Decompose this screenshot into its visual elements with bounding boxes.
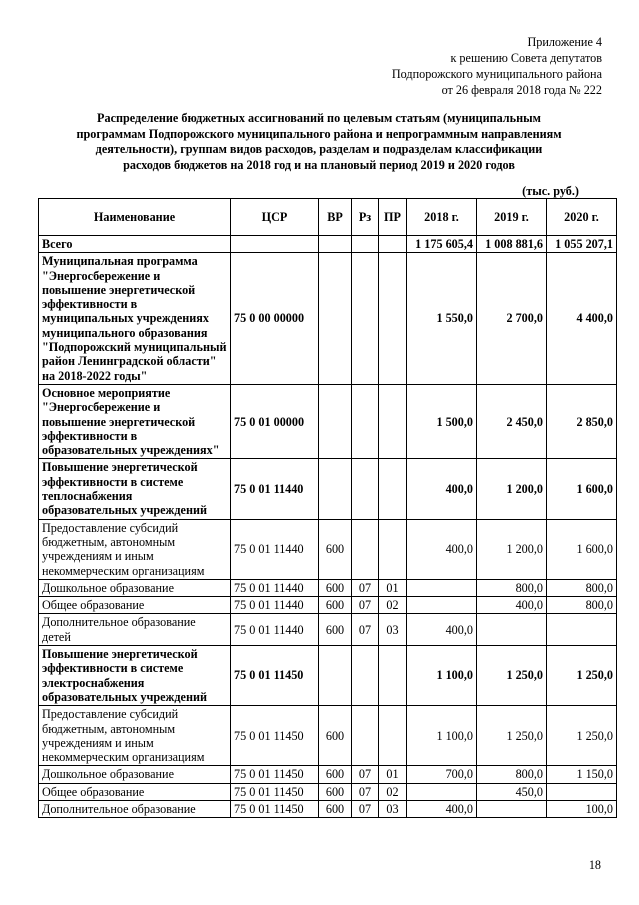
cell-2019: 1 250,0 xyxy=(477,706,547,766)
cell-csr: 75 0 01 11450 xyxy=(231,783,319,800)
cell-csr: 75 0 01 11440 xyxy=(231,519,319,579)
cell-2018: 1 500,0 xyxy=(407,384,477,458)
table-row xyxy=(39,579,617,596)
cell-2020: 100,0 xyxy=(547,800,617,817)
cell-rz: 07 xyxy=(352,597,379,614)
cell-pr: 02 xyxy=(379,783,407,800)
cell-2020: 4 400,0 xyxy=(547,253,617,385)
appendix-header xyxy=(392,34,602,98)
cell-2018 xyxy=(407,783,477,800)
cell-2018 xyxy=(407,579,477,596)
cell-name: Общее образование xyxy=(39,597,231,614)
cell-rz xyxy=(352,459,379,519)
cell-rz xyxy=(352,253,379,385)
cell-name: Муниципальная программа "Энергосбережение и повышение энергетической эффективности в муниципальных учреждениях муниципального образования "Подпорожский муниципальный район Ленинградской области" на 2018-2022 годы" xyxy=(39,253,231,385)
column-header-2019: 2019 г. xyxy=(477,199,547,236)
cell-name: Всего xyxy=(39,236,231,253)
column-header-2018: 2018 г. xyxy=(407,199,477,236)
table-row xyxy=(39,384,617,458)
cell-vr: 600 xyxy=(319,519,352,579)
cell-2020: 1 250,0 xyxy=(547,706,617,766)
title-line: расходов бюджетов на 2018 год и на плановый период 2019 и 2020 годов xyxy=(123,157,515,172)
cell-pr xyxy=(379,236,407,253)
cell-2019: 2 450,0 xyxy=(477,384,547,458)
cell-2018: 1 100,0 xyxy=(407,706,477,766)
cell-pr: 03 xyxy=(379,614,407,646)
cell-csr: 75 0 01 11440 xyxy=(231,614,319,646)
cell-csr: 75 0 01 11450 xyxy=(231,646,319,706)
cell-csr: 75 0 01 11450 xyxy=(231,800,319,817)
page-number: 18 xyxy=(588,858,601,872)
cell-pr xyxy=(379,253,407,385)
cell-csr: 75 0 01 11440 xyxy=(231,597,319,614)
cell-name: Дошкольное образование xyxy=(39,579,231,596)
cell-2018: 400,0 xyxy=(407,459,477,519)
cell-2019: 2 700,0 xyxy=(477,253,547,385)
cell-2019 xyxy=(477,800,547,817)
cell-name: Основное мероприятие "Энергосбережение и повышение энергетической эффективности в образовательных учреждениях" xyxy=(39,384,231,458)
cell-vr: 600 xyxy=(319,579,352,596)
cell-vr: 600 xyxy=(319,766,352,783)
cell-name: Повышение энергетической эффективности в системе электроснабжения образовательных учреждений xyxy=(39,646,231,706)
cell-pr: 01 xyxy=(379,766,407,783)
table-row xyxy=(39,766,617,783)
cell-2018: 1 100,0 xyxy=(407,646,477,706)
cell-2020: 1 250,0 xyxy=(547,646,617,706)
cell-name: Дополнительное образование xyxy=(39,800,231,817)
cell-rz: 07 xyxy=(352,783,379,800)
cell-2019: 1 008 881,6 xyxy=(477,236,547,253)
cell-csr: 75 0 01 11450 xyxy=(231,766,319,783)
cell-vr xyxy=(319,253,352,385)
cell-2018 xyxy=(407,597,477,614)
cell-name: Общее образование xyxy=(39,783,231,800)
cell-2019 xyxy=(477,614,547,646)
table-row xyxy=(39,597,617,614)
column-header-vr: ВР xyxy=(319,199,352,236)
cell-vr xyxy=(319,459,352,519)
document-title xyxy=(36,111,602,173)
header-line: Подпорожского муниципального района xyxy=(391,67,602,81)
cell-rz xyxy=(352,519,379,579)
cell-pr: 03 xyxy=(379,800,407,817)
cell-pr: 02 xyxy=(379,597,407,614)
table-row xyxy=(39,783,617,800)
cell-2019: 1 250,0 xyxy=(477,646,547,706)
cell-2018: 400,0 xyxy=(407,614,477,646)
cell-vr: 600 xyxy=(319,614,352,646)
cell-vr xyxy=(319,236,352,253)
table-row xyxy=(39,253,617,385)
cell-2019: 800,0 xyxy=(477,579,547,596)
cell-pr xyxy=(379,384,407,458)
column-header-pr: ПР xyxy=(379,199,407,236)
cell-pr xyxy=(379,646,407,706)
cell-name: Дополнительное образование детей xyxy=(39,614,231,646)
cell-rz: 07 xyxy=(352,800,379,817)
cell-vr: 600 xyxy=(319,597,352,614)
cell-2020: 800,0 xyxy=(547,579,617,596)
title-line: программам Подпорожского муниципального района и непрограммным направлениям xyxy=(76,126,562,141)
table-header-row xyxy=(39,199,617,236)
table-body xyxy=(39,236,617,818)
cell-2018: 700,0 xyxy=(407,766,477,783)
cell-name: Дошкольное образование xyxy=(39,766,231,783)
cell-2020: 2 850,0 xyxy=(547,384,617,458)
table-row xyxy=(39,800,617,817)
cell-2018: 1 175 605,4 xyxy=(407,236,477,253)
table-row xyxy=(39,646,617,706)
title-line: Распределение бюджетных ассигнований по целевым статьям (муниципальным xyxy=(97,111,541,125)
budget-table xyxy=(38,198,617,818)
table-row xyxy=(39,519,617,579)
cell-csr: 75 0 01 00000 xyxy=(231,384,319,458)
cell-csr: 75 0 01 11450 xyxy=(231,706,319,766)
column-header-2020: 2020 г. xyxy=(547,199,617,236)
cell-name: Предоставление субсидий бюджетным, автономным учреждениям и иным некоммерческим организациям xyxy=(39,519,231,579)
cell-vr xyxy=(319,384,352,458)
cell-rz xyxy=(352,384,379,458)
cell-2020: 1 150,0 xyxy=(547,766,617,783)
cell-csr: 75 0 00 00000 xyxy=(231,253,319,385)
title-line: деятельности), группам видов расходов, разделам и подразделам классификации xyxy=(95,142,543,156)
cell-vr xyxy=(319,646,352,706)
cell-2019: 400,0 xyxy=(477,597,547,614)
column-header-rz: Рз xyxy=(352,199,379,236)
table-row xyxy=(39,459,617,519)
table-row xyxy=(39,614,617,646)
cell-2019: 1 200,0 xyxy=(477,459,547,519)
cell-2020 xyxy=(547,783,617,800)
cell-2018: 400,0 xyxy=(407,519,477,579)
cell-rz: 07 xyxy=(352,766,379,783)
table-row xyxy=(39,706,617,766)
cell-2018: 1 550,0 xyxy=(407,253,477,385)
cell-2019: 450,0 xyxy=(477,783,547,800)
cell-csr: 75 0 01 11440 xyxy=(231,459,319,519)
cell-csr xyxy=(231,236,319,253)
cell-2020 xyxy=(547,614,617,646)
cell-2019: 800,0 xyxy=(477,766,547,783)
cell-2020: 1 055 207,1 xyxy=(547,236,617,253)
cell-2020: 1 600,0 xyxy=(547,459,617,519)
cell-rz: 07 xyxy=(352,614,379,646)
cell-rz xyxy=(352,236,379,253)
cell-vr: 600 xyxy=(319,783,352,800)
cell-2020: 1 600,0 xyxy=(547,519,617,579)
cell-vr: 600 xyxy=(319,706,352,766)
column-header-name: Наименование xyxy=(39,199,231,236)
column-header-csr: ЦСР xyxy=(231,199,319,236)
cell-rz: 07 xyxy=(352,579,379,596)
cell-pr xyxy=(379,519,407,579)
cell-2018: 400,0 xyxy=(407,800,477,817)
header-line: к решению Совета депутатов xyxy=(450,51,602,65)
header-line: от 26 февраля 2018 года № 222 xyxy=(441,83,602,97)
cell-pr xyxy=(379,459,407,519)
header-line: Приложение 4 xyxy=(527,35,602,49)
cell-pr xyxy=(379,706,407,766)
cell-csr: 75 0 01 11440 xyxy=(231,579,319,596)
cell-2019: 1 200,0 xyxy=(477,519,547,579)
cell-pr: 01 xyxy=(379,579,407,596)
cell-2020: 800,0 xyxy=(547,597,617,614)
cell-name: Повышение энергетической эффективности в системе теплоснабжения образовательных учреждений xyxy=(39,459,231,519)
table-row xyxy=(39,236,617,253)
cell-rz xyxy=(352,706,379,766)
units-label: (тыс. руб.) xyxy=(522,184,579,198)
cell-rz xyxy=(352,646,379,706)
cell-vr: 600 xyxy=(319,800,352,817)
cell-name: Предоставление субсидий бюджетным, автономным учреждениям и иным некоммерческим организациям xyxy=(39,706,231,766)
